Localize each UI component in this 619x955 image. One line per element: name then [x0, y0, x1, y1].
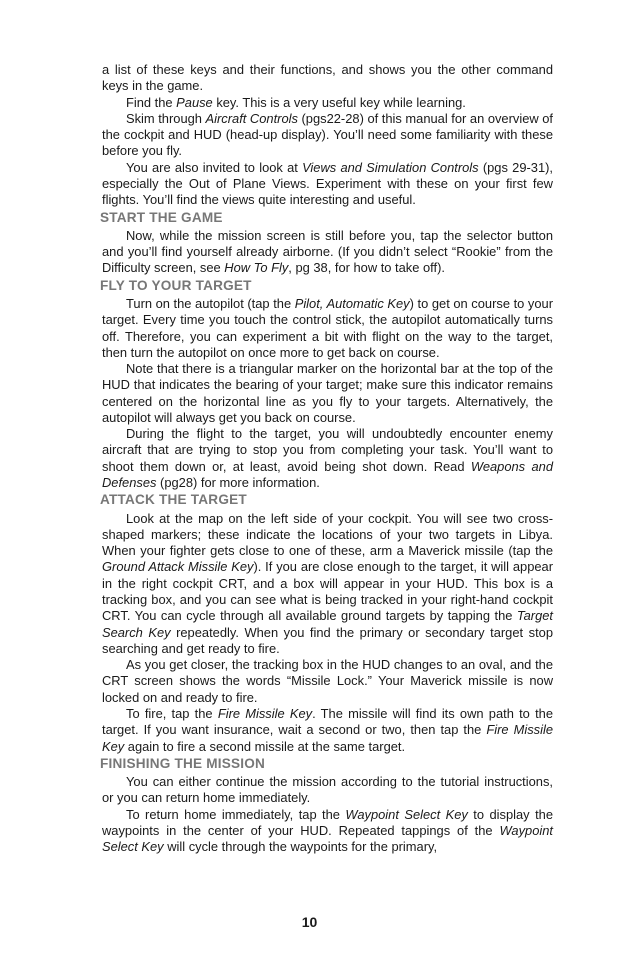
body-paragraph: [102, 361, 553, 426]
section-heading: FLY TO YOUR TARGET: [100, 277, 252, 293]
body-paragraph: [102, 62, 553, 95]
section-heading: FINISHING THE MISSION: [100, 755, 266, 771]
text-run: ) to get on course to your target. Every time you touch the control stick, the autopilot automatically turns off. Therefore, you can experiment a bit with flight on the way to the target, then turn the autopilot on once more to get back on course.: [102, 295, 553, 360]
text-run: Find the: [126, 94, 177, 110]
body-paragraph: [102, 426, 553, 491]
italic-reference: Fire Missile Key: [217, 705, 313, 721]
text-run: As you get closer, the tracking box in the HUD changes to an oval, and the CRT screen shows the words “Missile Lock.” Your Maverick missile is now locked on and ready to fire.: [102, 657, 553, 705]
text-run: Note that there is a triangular marker on the horizontal bar at the top of the HUD that indicates the bearing of your target; make sure this indicator remains centered on the horizontal line as you fly to your targets. Alternatively, the autopilot will always get you back on course.: [102, 361, 553, 425]
text-run: . The missile will find its own path to the target. If you want insurance, wait a second or two, then tap the: [102, 705, 553, 738]
body-paragraph: [102, 228, 553, 277]
text-run: to display the waypoints in the center of your HUD. Repeated tappings of the: [102, 806, 553, 838]
text-run: To return home immediately, tap the: [126, 806, 346, 822]
text-run: (pg28) for more information.: [156, 475, 320, 491]
body-paragraph: [102, 95, 553, 111]
text-run: , pg 38, for how to take off).: [288, 260, 445, 276]
text-run: During the flight to the target, you will undoubtedly encounter enemy aircraft that are trying to stop you from completing your task. You’ll want to shoot them down or, at least, avoid being shot down. Read: [102, 426, 553, 474]
italic-reference: Waypoint Select Key: [345, 806, 468, 822]
italic-reference: Waypoint Select Key: [102, 822, 553, 855]
text-run: You are also invited to look at: [126, 159, 303, 175]
italic-reference: Fire Missile Key: [102, 722, 554, 754]
body-paragraph: [102, 160, 553, 209]
text-run: Look at the map on the left side of your cockpit. You will see two cross-shaped markers; these indicate the locations of your two targets in Libya. When your fighter gets close to one of these, arm a Maverick missile (tap the: [102, 510, 553, 559]
body-paragraph: [102, 296, 553, 361]
italic-reference: Pilot, Automatic Key: [294, 295, 410, 311]
body-paragraph: [102, 657, 553, 706]
italic-reference: How To Fly: [224, 260, 289, 276]
text-run: will cycle through the waypoints for the primary,: [163, 839, 438, 855]
text-run: To fire, tap the: [126, 705, 218, 721]
italic-reference: Target Search Key: [102, 608, 553, 640]
text-run: Now, while the mission screen is still before you, tap the selector button and you’ll find yourself already airborne. (If you didn’t select “Rookie” from the Difficulty screen, see: [102, 227, 553, 276]
text-run: again to fire a second missile at the same target.: [124, 738, 406, 754]
italic-reference: Aircraft Controls: [205, 110, 298, 126]
page-content: [102, 62, 553, 856]
text-run: (pgs 29-31), especially the Out of Plane Views. Experiment with these on your first few flights. You’ll find the views quite interesting and useful.: [102, 159, 553, 208]
section-heading: ATTACK THE TARGET: [100, 492, 247, 508]
italic-reference: Weapons and Defenses: [102, 458, 553, 491]
body-paragraph: [102, 111, 553, 160]
body-paragraph: [102, 807, 553, 856]
body-paragraph: [102, 706, 553, 755]
page-number: 10: [301, 914, 318, 930]
body-paragraph: [102, 774, 553, 807]
italic-reference: Views and Simulation Controls: [302, 159, 479, 175]
text-run: ). If you are close enough to the target, it will appear in the right cockpit CRT, and a box will appear in your HUD. This box is a tracking box, and you can see what is being tracked in your right-hand cockpit CRT. You can cycle through all available ground targets by tapping the: [102, 559, 553, 624]
text-run: Turn on the autopilot (tap the: [126, 295, 295, 311]
text-run: a list of these keys and their functions, and shows you the other command keys in the game.: [102, 62, 553, 94]
section-heading: START THE GAME: [100, 209, 223, 225]
text-run: key. This is a very useful key while learning.: [212, 94, 466, 110]
italic-reference: Ground Attack Missile Key: [102, 559, 254, 575]
italic-reference: Pause: [176, 94, 213, 110]
body-paragraph: [102, 511, 553, 658]
text-run: repeatedly. When you find the primary or secondary target stop searching and get ready to fire.: [102, 624, 553, 656]
text-run: You can either continue the mission according to the tutorial instructions, or you can return home immediately.: [102, 774, 553, 806]
text-run: (pgs22-28) of this manual for an overview of the cockpit and HUD (head-up display). You’ll need some familiarity with these before you fly.: [102, 110, 554, 159]
text-run: Skim through: [126, 110, 206, 126]
